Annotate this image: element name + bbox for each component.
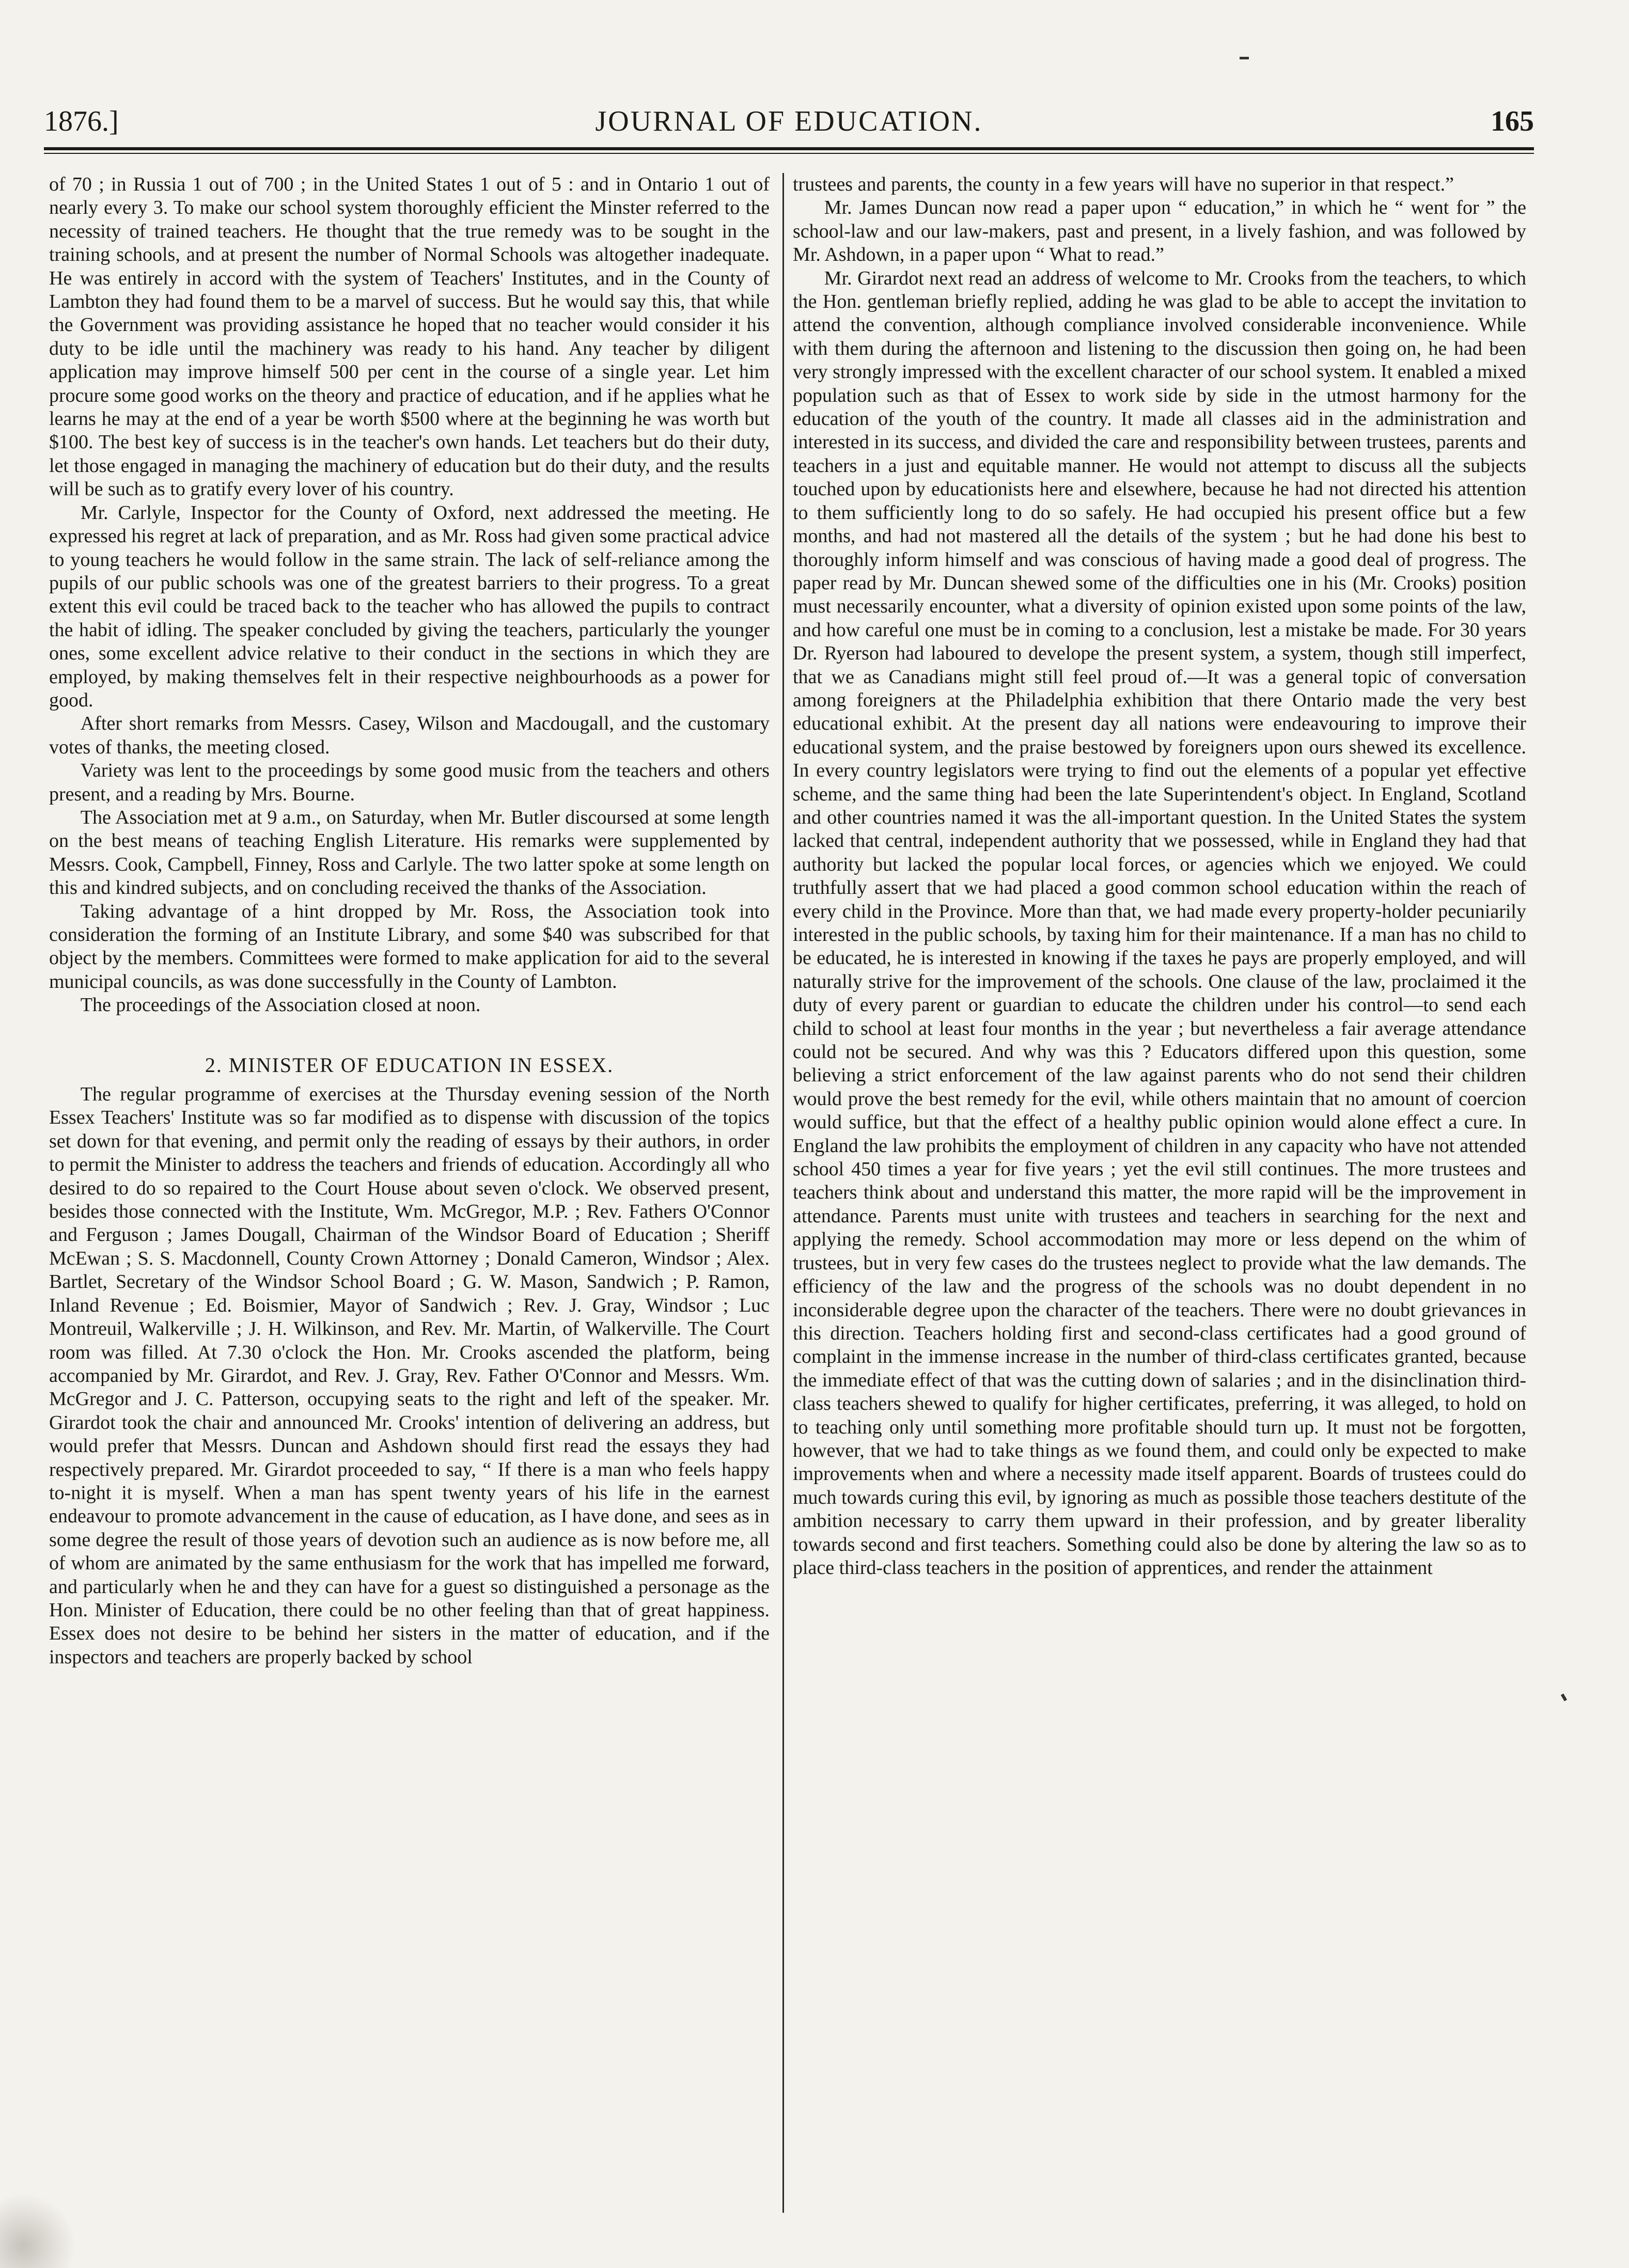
header-rule-thin <box>44 153 1534 154</box>
page-stain <box>0 2195 77 2268</box>
paragraph: Mr. Girardot next read an address of welcome to Mr. Crooks from the teachers, to which the Hon. gentleman briefly replied, adding he was glad to be able to accept the invitation to attend the convention, although compliance involved considerable inconvenience. While with them during the afternoon and listening to the discussion then going on, he had been very strongly impressed with the excellent character of our school system. It enabled a mixed population such as that of Essex to work side by side in the utmost harmony for the education of the youth of the country. It made all classes aid in the administration and interested in its success, and divided the care and responsibility between trustees, parents and teachers in a just and equitable manner. He would not attempt to discuss all the subjects touched upon by educationists here and elsewhere, because he had not directed his attention to them sufficiently long to do so safely. He had occupied his present office but a few months, and had not mastered all the details of the system ; but he had done his best to thoroughly inform himself and was conscious of having made a good deal of progress. The paper read by Mr. Duncan shewed some of the difficulties one in his (Mr. Crooks) position must necessarily encounter, what a diversity of opinion existed upon some points of the law, and how careful one must be in coming to a conclusion, lest a mistake be made. For 30 years Dr. Ryerson had laboured to develope the present system, a system, though still imperfect, that we as Canadians might still feel proud of.—It was a general topic of conversation among foreigners at the Philadelphia exhibition that there Ontario made the very best educational exhibit. At the present day all nations were endeavouring to improve their educational system, and the praise bestowed by foreigners upon ours shewed its excellence. In every country legislators were trying to find out the elements of a popular yet effective scheme, and the same thing had been the late Superintendent's object. In England, Scotland and other countries named it was the all-important question. In the United States the system lacked that central, independent authority that we possessed, while in England they had that authority but lacked the popular local forces, or agencies which we enjoyed. We could truthfully assert that we had placed a good common school education within the reach of every child in the Province. More than that, we had made every property-holder pecuniarily interested in the public schools, by taxing him for their maintenance. If a man has no child to be educated, he is interested in knowing if the taxes he pays are properly employed, and will naturally strive for the improvement of the schools. One clause of the law, proclaimed it the duty of every parent or guardian to educate the children under his control—to send each child to school at least four months in the year ; but nevertheless a fair average attendance could not be secured. And why was this ? Educators differed upon this question, some believing a strict enforcement of the law against parents who do not send their children would prove the best remedy for the evil, while others maintain that no amount of coercion would suffice, but that the effect of a healthy public opinion would alone effect a cure. In England the law prohibits the employment of children in any capacity who have not attended school 450 times a year for five years ; yet the evil still continues. The more trustees and teachers think about and understand this matter, the more rapid will be the improvement in attendance. Parents must unite with trustees and teachers in searching for the next and applying the remedy. School accommodation may more or less depend on the whim of trustees, but in very few cases do the trustees neglect to provide what the law demands. The efficiency of the law and the progress of the schools was no doubt dependent in no inconsiderable degree upon the character of the teachers. There were no doubt grievances in this direction. Teachers holding first and second-class certificates had a good ground of complaint in the immense increase in the number of third-class certificates granted, because the immediate effect of that was the cutting down of salaries ; and in the disinclination third-class teachers shewed to qualify for higher certificates, preferring, it was alleged, to hold on to teaching only until something more profitable should turn up. It must not be forgotten, however, that we had to take things as we found them, and could only be expected to make improvements when and where a necessity made itself apparent. Boards of trustees could do much towards curing this evil, by ignoring as much as possible those teachers destitute of the ambition necessary to carry them upward in their profession, and by greater liberality towards second and first teachers. Something could also be done by altering the law so as to place third-class teachers in the position of apprentices, and render the attainment <box>793 267 1526 1579</box>
paragraph: The Association met at 9 a.m., on Saturday, when Mr. Butler discoursed at some length on the best means of teaching English Literature. His remarks were supplemented by Messrs. Cook, Campbell, Finney, Ross and Carlyle. The two latter spoke at some length on this and kindred subjects, and on concluding received the thanks of the Association. <box>49 806 770 899</box>
journal-title: JOURNAL OF EDUCATION. <box>595 105 983 137</box>
page-number: 165 <box>1491 105 1534 137</box>
paragraph: The regular programme of exercises at the Thursday evening session of the North Essex Teachers' Institute was so far modified as to dispense with discussion of the topics set down for that evening, and permit only the reading of essays by their authors, in order to permit the Minister to address the teachers and friends of education. Accordingly all who desired to do so repaired to the Court House about seven o'clock. We observed present, besides those connected with the Institute, Wm. McGregor, M.P. ; Rev. Fathers O'Connor and Ferguson ; James Dougall, Chairman of the Windsor Board of Education ; Sheriff McEwan ; S. S. Macdonnell, County Crown Attorney ; Donald Cameron, Windsor ; Alex. Bartlet, Secretary of the Windsor School Board ; G. W. Mason, Sandwich ; P. Ramon, Inland Revenue ; Ed. Boismier, Mayor of Sandwich ; Rev. J. Gray, Windsor ; Luc Montreuil, Walkerville ; J. H. Wilkinson, and Rev. Mr. Martin, of Walkerville. The Court room was filled. At 7.30 o'clock the Hon. Mr. Crooks ascended the platform, being accompanied by Mr. Girardot, and Rev. J. Gray, Rev. Father O'Connor and Messrs. Wm. McGregor and J. C. Patterson, occupying seats to the right and left of the speaker. Mr. Girardot took the chair and announced Mr. Crooks' intention of delivering an address, but would prefer that Messrs. Duncan and Ashdown should first read the essays they had respectively prepared. Mr. Girardot proceeded to say, “ If there is a man who feels happy to-night it is myself. When a man has spent twenty years of his life in the earnest endeavour to promote advancement in the cause of education, as I have done, and sees as in some degree the result of those years of devotion such an audience as is now before me, all of whom are animated by the same enthusiasm for the work that has impelled me forward, and particularly when he and they can have for a guest so distinguished a personage as the Hon. Minister of Education, there could be no other feeling than that of great happiness. Essex does not desire to be behind her sisters in the matter of education, and if the inspectors and teachers are properly backed by school <box>49 1083 770 1668</box>
section-heading: 2. MINISTER OF EDUCATION IN ESSEX. <box>205 1053 614 1077</box>
page-header <box>44 98 1534 145</box>
ink-mark <box>1240 57 1249 59</box>
right-column <box>793 173 1526 2218</box>
paragraph: Mr. James Duncan now read a paper upon “ education,” in which he “ went for ” the school-law and our law-makers, past and present, in a lively fashion, and was followed by Mr. Ashdown, in a paper upon “ What to read.” <box>793 197 1526 266</box>
left-column <box>49 173 770 2218</box>
paragraph: After short remarks from Messrs. Casey, Wilson and Macdougall, and the customary votes of thanks, the meeting closed. <box>49 713 770 758</box>
paragraph: Mr. Carlyle, Inspector for the County of Oxford, next addressed the meeting. He expressed his regret at lack of preparation, and as Mr. Ross had given some practical advice to young teachers he would follow in the same strain. The lack of self-reliance among the pupils of our public schools was one of the greatest barriers to their progress. To a great extent this evil could be traced back to the teacher who has allowed the pupils to contract the habit of idling. The speaker concluded by giving the teachers, particularly the younger ones, some excellent advice relative to their conduct in the sections in which they are employed, by making themselves felt in their respective neighbourhoods as a power for good. <box>49 501 770 711</box>
paragraph: of 70 ; in Russia 1 out of 700 ; in the United States 1 out of 5 : and in Ontario 1 out of nearly every 3. To make our school system thoroughly efficient the Minster referred to the necessity of trained teachers. He thought that the true remedy was to be sought in the training schools, and at present the number of Normal Schools was altogether inadequate. He was entirely in accord with the system of Teachers' Institutes, and in the County of Lambton they had found them to be a marvel of success. But he would say this, that while the Government was providing assistance he hoped that no teacher would consider it his duty to be idle until the machinery was ready to his hand. Any teacher by diligent application may improve himself 500 per cent in the course of a single year. Let him procure some good works on the theory and practice of education, and if he applies what he learns he may at the end of a year be worth $500 where at the beginning he was worth but $100. The best key of success is in the teacher's own hands. Let teachers but do their duty, let those engaged in managing the machinery of education but do their duty, and the results will be such as to gratify every lover of his country. <box>49 174 770 500</box>
paragraph: The proceedings of the Association closed at noon. <box>80 994 481 1016</box>
paragraph: Variety was lent to the proceedings by some good music from the teachers and others present, and a reading by Mrs. Bourne. <box>49 760 770 805</box>
paragraph: Taking advantage of a hint dropped by Mr. Ross, the Association took into consideration the forming of an Institute Library, and some $40 was subscribed for that object by the members. Committees were formed to make application for aid to the several municipal councils, as was done successfully in the County of Lambton. <box>49 900 770 993</box>
header-rule <box>44 147 1534 150</box>
ink-mark <box>1561 1693 1567 1701</box>
paragraph: trustees and parents, the county in a few years will have no superior in that respect.” <box>793 174 1454 195</box>
column-divider <box>782 173 784 2213</box>
header-year: 1876.] <box>44 105 119 137</box>
